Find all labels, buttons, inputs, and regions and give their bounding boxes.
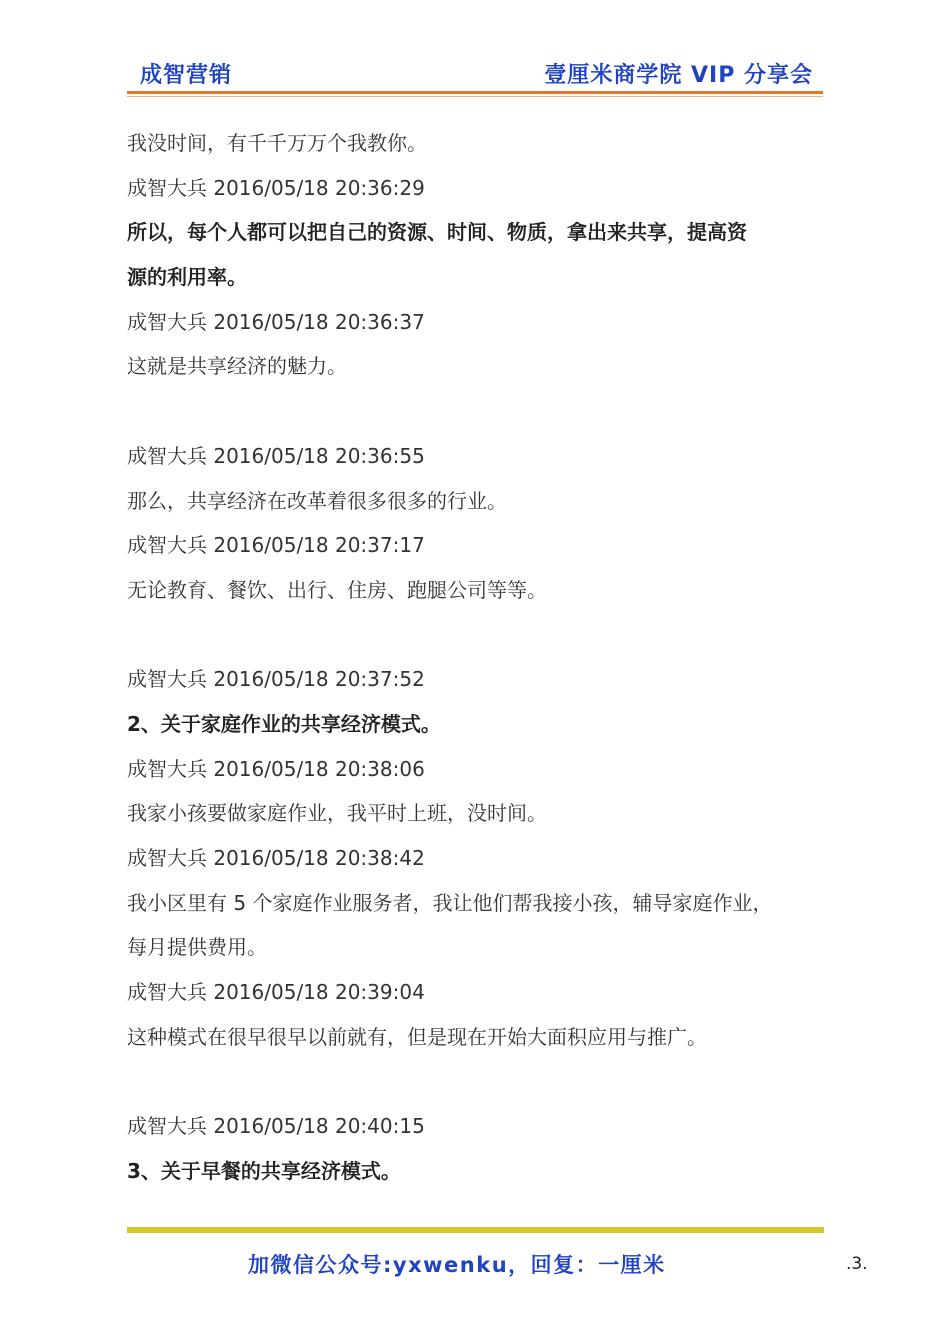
header-right-title: 壹厘米商学院 VIP 分享会	[544, 63, 813, 88]
message-text: 我小区里有 5 个家庭作业服务者，我让他们帮我接小孩，辅导家庭作业，	[127, 890, 773, 915]
message-text: 这种模式在很早很早以前就有，但是现在开始大面积应用与推广。	[127, 1024, 707, 1049]
page-number: .3.	[846, 1254, 868, 1274]
emphasized-text: 源的利用率。	[127, 265, 247, 290]
message-text: 我没时间，有千千万万个我教你。	[127, 131, 427, 155]
message-text: 我家小孩要做家庭作业，我平时上班，没时间。	[127, 801, 547, 826]
message-text: 这就是共享经济的魅力。	[127, 354, 347, 379]
message-text: 那么，共享经济在改革着很多很多的行业。	[127, 488, 507, 513]
message-text: 每月提供费用。	[127, 935, 267, 960]
emphasized-text: 3、关于早餐的共享经济模式。	[127, 1158, 401, 1183]
emphasized-text: 所以，每个人都可以把自己的资源、时间、物质，拿出来共享，提高资	[127, 220, 747, 245]
message-timestamp: 成智大兵 2016/05/18 20:37:17	[127, 533, 425, 558]
message-timestamp: 成智大兵 2016/05/18 20:37:52	[127, 667, 425, 692]
emphasized-text: 2、关于家庭作业的共享经济模式。	[127, 711, 441, 736]
message-timestamp: 成智大兵 2016/05/18 20:39:04	[127, 980, 425, 1005]
message-timestamp: 成智大兵 2016/05/18 20:36:55	[127, 443, 425, 468]
chat-transcript	[127, 121, 827, 1194]
footer-divider	[127, 1227, 824, 1233]
message-timestamp: 成智大兵 2016/05/18 20:38:06	[127, 756, 425, 781]
header-divider-thin	[127, 96, 823, 97]
blank-line	[127, 1059, 827, 1104]
footer-wechat-note: 加微信公众号:yxwenku，回复：一厘米	[248, 1253, 666, 1277]
header-left-title: 成智营销	[140, 63, 233, 88]
header-divider	[127, 91, 823, 94]
message-timestamp: 成智大兵 2016/05/18 20:38:42	[127, 846, 425, 870]
message-timestamp: 成智大兵 2016/05/18 20:36:37	[127, 309, 425, 334]
message-text: 无论教育、餐饮、出行、住房、跑腿公司等等。	[127, 577, 547, 602]
blank-line	[127, 613, 827, 658]
message-timestamp: 成智大兵 2016/05/18 20:36:29	[127, 175, 425, 200]
message-timestamp: 成智大兵 2016/05/18 20:40:15	[127, 1114, 425, 1139]
blank-line	[127, 389, 827, 434]
